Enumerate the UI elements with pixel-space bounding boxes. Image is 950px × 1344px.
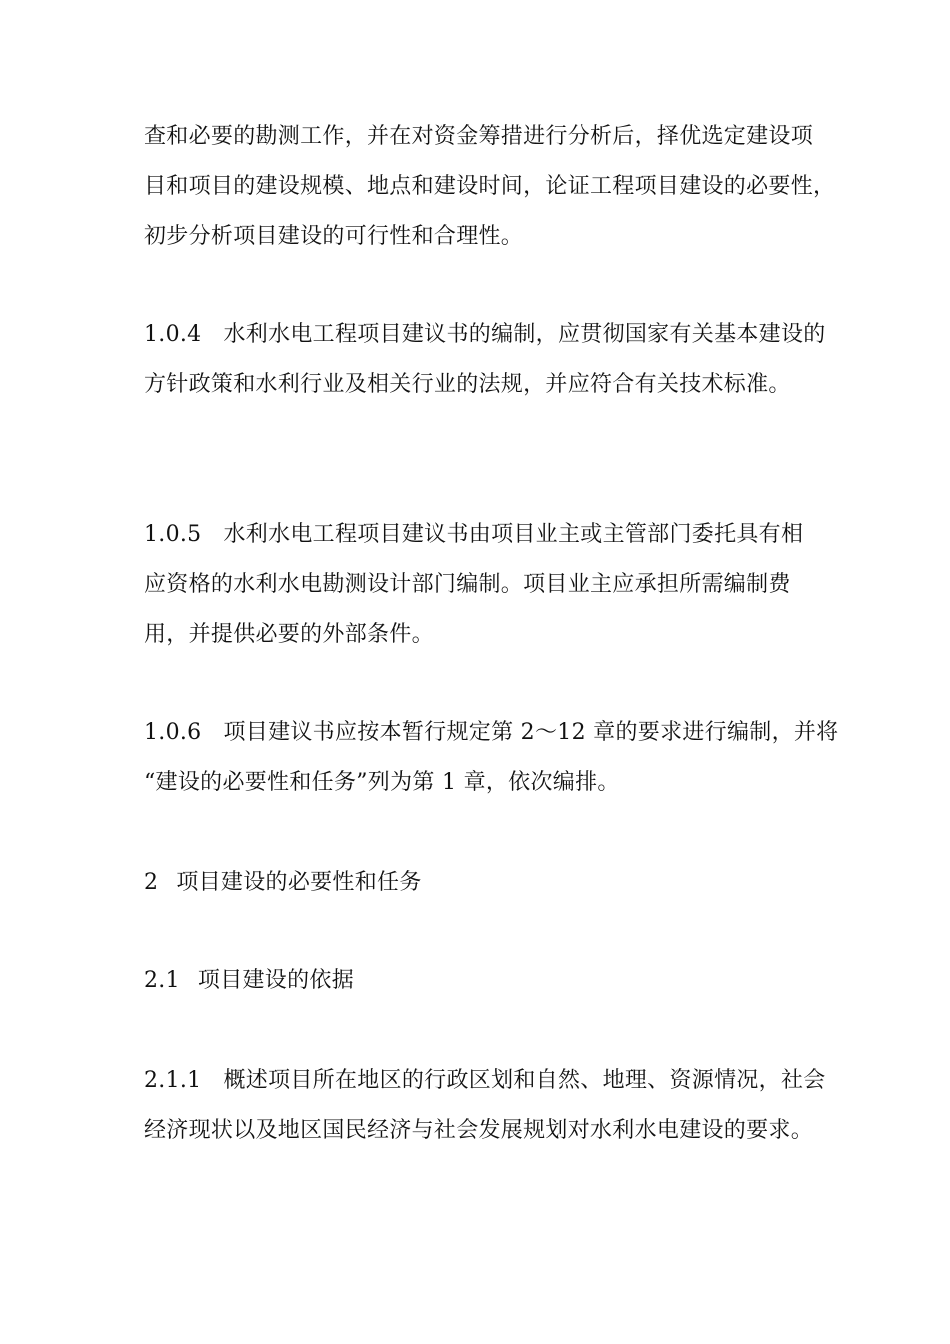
paragraph-1-line-1: 查和必要的勘测工作，并在对资金筹措进行分析后，择优选定建设项 [144, 124, 814, 149]
paragraph-1-line-3: 初步分析项目建设的可行性和合理性。 [144, 224, 524, 249]
clause-text: 水利水电工程项目建议书的编制，应贯彻国家有关基本建设的 [223, 322, 826, 347]
clause-number: 1.0.5 [144, 522, 202, 547]
section-number: 2.1 [144, 968, 180, 993]
clause-1-0-4-line-2: 方针政策和水利行业及相关行业的法规，并应符合有关技术标准。 [144, 372, 791, 397]
clause-1-0-5-line-2: 应资格的水利水电勘测设计部门编制。项目业主应承担所需编制费 [144, 572, 791, 597]
clause-2-1-1-line-2: 经济现状以及地区国民经济与社会发展规划对水利水电建设的要求。 [144, 1118, 814, 1143]
clause-1-0-6-line-2: “建设的必要性和任务”列为第 1 章，依次编排。 [144, 770, 620, 795]
chapter-number: 2 [144, 870, 159, 895]
chapter-title: 项目建设的必要性和任务 [176, 870, 422, 895]
section-title: 项目建设的依据 [197, 968, 354, 993]
clause-text: 项目建议书应按本暂行规定第 2～12 章的要求进行编制，并将 [223, 720, 839, 745]
clause-text: 水利水电工程项目建议书由项目业主或主管部门委托具有相 [223, 522, 804, 547]
clause-1-0-5-line-1 [144, 520, 814, 550]
section-2-1-heading [144, 966, 814, 996]
clause-2-1-1-line-1 [144, 1066, 826, 1096]
paragraph-1-line-2: 目和项目的建设规模、地点和建设时间，论证工程项目建设的必要性， [144, 174, 836, 199]
clause-number: 1.0.4 [144, 322, 202, 347]
clause-number: 1.0.6 [144, 720, 202, 745]
clause-1-0-5-line-3: 用，并提供必要的外部条件。 [144, 622, 434, 647]
clause-1-0-6-line-1 [144, 718, 839, 748]
clause-1-0-4-line-1 [144, 320, 826, 350]
clause-number: 2.1.1 [144, 1068, 202, 1093]
clause-text: 概述项目所在地区的行政区划和自然、地理、资源情况，社会 [223, 1068, 826, 1093]
chapter-2-heading [144, 868, 814, 898]
